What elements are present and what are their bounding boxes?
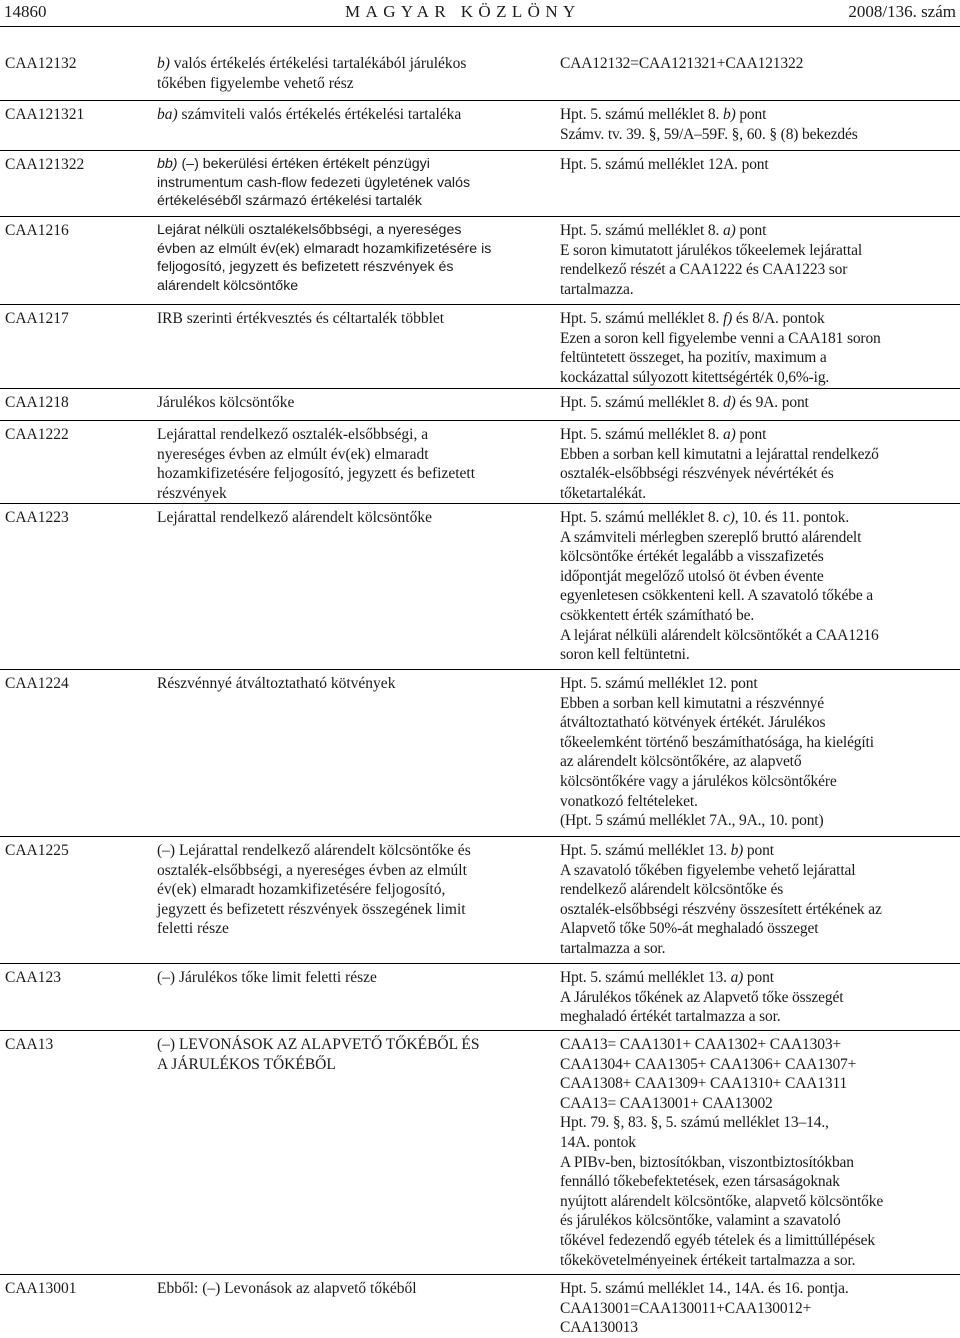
text-line	[560, 752, 956, 772]
table-row	[0, 420, 960, 502]
text-segment: E soron kimutatott járulékos tőkeelemek lejárattal	[560, 241, 862, 259]
text-segment: meghaladó értékét tartalmazza a sor.	[560, 1008, 781, 1026]
text-line	[560, 125, 956, 145]
text-segment: pont	[735, 106, 767, 123]
text-segment: fennálló tőkebefektetések, ezen társaságoknak	[560, 1173, 840, 1191]
text-segment: A számviteli mérlegben szereplő bruttó alárendelt	[560, 528, 862, 546]
text-line	[560, 484, 956, 504]
text-line	[560, 393, 956, 413]
text-segment: év(ek) elmaradt hozamkifizetésére feljogosító,	[157, 881, 446, 899]
text-segment: vonatkozó feltételeket.	[560, 792, 698, 810]
text-segment: és 8/A. pontok	[732, 310, 825, 327]
text-segment: átváltoztatható kötvények értékét. Járulékos	[560, 714, 826, 732]
text-line	[157, 1055, 549, 1075]
text-line	[560, 241, 956, 261]
text-segment: tőkével fedezendő egyéb tételek és a limittúllépések	[560, 1231, 875, 1249]
row-note	[560, 393, 956, 413]
row-code: CAA1218	[5, 394, 69, 411]
row-description	[157, 155, 549, 211]
text-segment: osztalék-elsőbbségi, a nyereséges évben az elmúlt	[157, 861, 467, 879]
text-line	[560, 645, 956, 665]
text-segment: A lejárat nélküli alárendelt kölcsöntőkét a CAA1216	[560, 626, 879, 644]
text-line	[560, 1172, 956, 1192]
text-line	[560, 1299, 956, 1319]
text-segment: rendelkező alárendelt kölcsöntőke és	[560, 881, 784, 899]
text-line	[560, 508, 956, 528]
italic-reference: f)	[722, 310, 733, 327]
text-line	[157, 900, 549, 920]
text-segment: (–) Lejárattal rendelkező alárendelt kölcsöntőke és	[157, 842, 471, 859]
text-segment: számviteli valós értékelés értékelési tartaléka	[181, 106, 462, 123]
text-segment: (–) bekerülési értéken értékelt pénzügyi	[177, 156, 430, 172]
text-line	[157, 674, 557, 694]
text-line	[560, 713, 956, 733]
row-note	[560, 1035, 956, 1270]
text-line	[560, 772, 956, 792]
text-segment: Hpt. 5. számú melléklet 14., 14A. és 16. pontja.	[560, 1280, 849, 1297]
row-description	[157, 309, 549, 329]
italic-reference: ba)	[157, 106, 182, 123]
italic-reference: a)	[730, 969, 744, 986]
text-line	[560, 968, 956, 988]
text-line	[157, 54, 549, 74]
text-segment: Hpt. 5. számú melléklet 8.	[560, 222, 723, 239]
text-segment: (–) Járulékos tőke limit feletti része	[157, 969, 377, 986]
text-line	[157, 880, 549, 900]
row-description	[157, 54, 549, 93]
row-code: CAA1216	[5, 222, 69, 239]
text-segment: és 9A. pont	[735, 394, 809, 411]
text-segment: pont	[743, 842, 774, 859]
text-line	[560, 586, 956, 606]
text-segment: Ebben a sorban kell kimutatni a részvénnyé	[560, 694, 824, 712]
text-segment: CAA13001=CAA130011+CAA130012+	[560, 1299, 812, 1317]
text-segment: Hpt. 79. §, 83. §, 5. számú melléklet 13–14.,	[560, 1114, 829, 1132]
text-line	[157, 258, 549, 277]
text-segment: osztalék-elsőbbségi részvény összesített értékének az	[560, 900, 882, 918]
page-header	[0, 0, 960, 24]
text-line	[157, 155, 549, 174]
text-segment: Lejárattal rendelkező osztalék-elsőbbségi, a	[157, 426, 429, 443]
text-line	[157, 174, 549, 193]
text-segment: soron kell feltüntetni.	[560, 646, 690, 664]
row-description	[157, 674, 557, 694]
table-row	[0, 503, 960, 664]
row-code: CAA1222	[5, 426, 69, 443]
text-line	[560, 674, 956, 694]
italic-reference: a)	[722, 426, 736, 443]
text-segment: egyenletesen csökkenteni kell. A szavatoló tőkébe a	[560, 587, 874, 605]
table-row	[0, 836, 960, 957]
text-line	[560, 880, 956, 900]
text-segment: hozamkifizetésére feljogosító, jegyzett és befizetett	[157, 465, 476, 483]
text-segment: nyújtott alárendelt kölcsöntőke, alapvető kölcsöntőke	[560, 1192, 884, 1210]
italic-reference: bb)	[157, 156, 178, 172]
text-line	[157, 1279, 549, 1299]
row-note	[560, 54, 956, 74]
row-code: CAA1224	[5, 675, 69, 692]
text-segment: , 10. és 11. pontok.	[734, 509, 850, 526]
italic-reference: d)	[722, 394, 736, 411]
text-segment: Hpt. 5. számú melléklet 8.	[560, 394, 723, 411]
text-line	[157, 919, 549, 939]
text-line	[560, 841, 956, 861]
text-line	[157, 74, 549, 94]
text-line	[560, 1153, 956, 1173]
text-segment: tőkekövetelményeinek értékeit tartalmazza a sor.	[560, 1251, 856, 1269]
text-line	[560, 280, 956, 300]
text-line	[560, 1318, 956, 1338]
text-line	[560, 1192, 956, 1212]
row-note	[560, 508, 956, 665]
text-segment: Hpt. 5. számú melléklet 12. pont	[560, 675, 758, 692]
text-line	[560, 1094, 956, 1114]
text-line	[560, 1055, 956, 1075]
text-segment: részvények	[157, 484, 227, 502]
text-segment: IRB szerinti értékvesztés és céltartalék többlet	[157, 310, 445, 327]
text-segment: pont	[743, 969, 774, 986]
text-segment: tőkében figyelembe vehető rész	[157, 74, 354, 92]
text-segment: feletti része	[157, 920, 229, 938]
text-line	[560, 1211, 956, 1231]
text-line	[560, 792, 956, 812]
text-line	[560, 567, 956, 587]
text-line	[157, 1035, 549, 1055]
text-segment: az alárendelt kölcsöntőkére, az alapvető	[560, 753, 802, 771]
text-segment: A PIBv-ben, biztosítókban, viszontbiztosítókban	[560, 1153, 854, 1171]
text-segment: CAA1308+ CAA1309+ CAA1310+ CAA1311	[560, 1075, 848, 1093]
text-line	[560, 939, 956, 959]
row-description	[157, 1035, 549, 1074]
text-line	[157, 393, 549, 413]
table-row	[0, 1030, 960, 1269]
row-description	[157, 841, 549, 939]
row-code: CAA121322	[5, 156, 85, 173]
text-line	[560, 919, 956, 939]
text-segment: tőkeelemként történő beszámíthatósága, ha kielégíti	[560, 733, 874, 751]
text-segment: CAA13= CAA1301+ CAA1302+ CAA1303+	[560, 1036, 842, 1053]
text-line	[157, 484, 549, 504]
text-segment: pont	[735, 426, 767, 443]
text-line	[560, 1279, 956, 1299]
text-segment: CAA13= CAA13001+ CAA13002	[560, 1094, 773, 1112]
row-note	[560, 425, 956, 503]
text-segment: Hpt. 5. számú melléklet 13.	[560, 842, 731, 859]
text-segment: kölcsöntőkére vagy a járulékos kölcsöntőkére	[560, 772, 837, 790]
text-line	[560, 425, 956, 445]
text-line	[560, 988, 956, 1008]
text-line	[560, 733, 956, 753]
text-line	[560, 1074, 956, 1094]
text-line	[157, 192, 549, 211]
text-line	[560, 626, 956, 646]
text-segment: Részvénnyé átváltoztatható kötvények	[157, 675, 396, 692]
text-line	[560, 329, 956, 349]
row-description	[157, 968, 549, 988]
text-segment: CAA12132=CAA121321+CAA121322	[560, 55, 804, 72]
text-line	[560, 54, 956, 74]
row-description	[157, 105, 549, 125]
text-line	[157, 240, 549, 259]
journal-title: MAGYAR KÖZLÖNY	[345, 2, 581, 21]
text-line	[560, 445, 956, 465]
text-segment: nyereséges évben az elmúlt év(ek) elmaradt	[157, 445, 429, 463]
text-line	[560, 1231, 956, 1251]
text-segment: A JÁRULÉKOS TŐKÉBŐL	[157, 1055, 336, 1073]
text-segment: pont	[735, 222, 767, 239]
text-line	[157, 277, 549, 296]
text-line	[157, 445, 549, 465]
text-segment: Alapvető tőke 50%-át meghaladó összeget	[560, 920, 819, 938]
text-segment: Hpt. 5. számú melléklet 8.	[560, 106, 723, 123]
text-line	[157, 425, 549, 445]
text-segment: (–) LEVONÁSOK AZ ALAPVETŐ TŐKÉBŐL ÉS	[157, 1036, 480, 1053]
row-code: CAA13	[5, 1036, 54, 1053]
text-line	[560, 1133, 956, 1153]
text-line	[560, 368, 956, 388]
italic-reference: a)	[722, 222, 736, 239]
text-segment: csökkentett érték számítható be.	[560, 606, 755, 624]
text-line	[157, 221, 549, 240]
row-code: CAA1217	[5, 310, 69, 327]
text-line	[560, 221, 956, 241]
text-line	[560, 694, 956, 714]
text-line	[560, 900, 956, 920]
row-note	[560, 674, 956, 831]
text-segment: kockázattal súlyozott kitettségérték 0,6%-ig.	[560, 368, 830, 386]
table-row	[0, 669, 960, 830]
text-line	[157, 508, 557, 528]
italic-reference: c)	[722, 509, 735, 526]
text-segment: CAA1304+ CAA1305+ CAA1306+ CAA1307+	[560, 1055, 857, 1073]
text-line	[560, 1251, 956, 1271]
row-note	[560, 968, 956, 1027]
text-line	[157, 861, 549, 881]
text-line	[560, 547, 956, 567]
text-segment: időpontját megelőző utolsó öt évben évente	[560, 567, 824, 585]
text-line	[157, 968, 549, 988]
text-line	[560, 260, 956, 280]
text-segment: alárendelt kölcsöntőke	[157, 277, 299, 294]
text-segment: Járulékos kölcsöntőke	[157, 394, 295, 411]
table-row	[0, 1274, 960, 1337]
text-segment: osztalék-elsőbbségi részvények névértékét és	[560, 465, 834, 483]
text-segment: tartalmazza.	[560, 280, 634, 298]
italic-reference: b)	[730, 842, 744, 859]
text-segment: értékeléséből származó értékelési tartalék	[157, 193, 422, 209]
table-row	[0, 388, 960, 411]
text-segment: Lejárat nélküli osztalékelsőbbségi, a nyereséges	[157, 222, 462, 238]
text-line	[560, 861, 956, 881]
row-description	[157, 393, 549, 413]
row-note	[560, 221, 956, 299]
text-segment: feljogosító, jegyzett és befizetett részvények és	[157, 259, 454, 275]
text-segment: instrumentum cash-flow fedezeti ügyletének valós	[157, 174, 471, 191]
header-rule	[0, 26, 960, 27]
row-note	[560, 155, 956, 175]
row-code: CAA123	[5, 969, 61, 986]
text-segment: rendelkező részét a CAA1222 és CAA1223 sor	[560, 261, 848, 279]
text-line	[560, 811, 956, 831]
row-description	[157, 425, 549, 503]
text-line	[560, 309, 956, 329]
text-line	[560, 528, 956, 548]
table-row	[0, 216, 960, 298]
italic-reference: b)	[157, 55, 174, 72]
text-segment: jegyzett és befizetett részvények összegének limit	[157, 900, 466, 918]
text-segment: Hpt. 5. számú melléklet 12A. pont	[560, 156, 769, 173]
text-segment: (Hpt. 5 számú melléklet 7A., 9A., 10. pont)	[560, 812, 824, 830]
text-segment: Számv. tv. 39. §, 59/A–59F. §, 60. § (8) bekezdés	[560, 125, 858, 143]
text-segment: feltüntetett összeget, ha pozitív, maximum a	[560, 349, 827, 367]
row-description	[157, 221, 549, 295]
text-segment: Hpt. 5. számú melléklet 8.	[560, 509, 723, 526]
text-line	[157, 105, 549, 125]
text-segment: Ezen a soron kell figyelembe venni a CAA181 soron	[560, 329, 881, 347]
text-segment: A szavatoló tőkében figyelembe vehető lejárattal	[560, 861, 856, 879]
text-segment: Lejárattal rendelkező alárendelt kölcsöntőke	[157, 509, 432, 526]
table-row	[0, 963, 960, 1026]
text-segment: évben az elmúlt év(ek) elmaradt hozamkifizetésére is	[157, 240, 492, 257]
text-line	[560, 464, 956, 484]
text-segment: CAA130013	[560, 1319, 638, 1337]
text-line	[560, 1035, 956, 1055]
text-line	[560, 155, 956, 175]
row-code: CAA121321	[5, 106, 85, 123]
text-segment: Ebben a sorban kell kimutatni a lejárattal rendelkező	[560, 445, 879, 463]
text-segment: tőketartalékát.	[560, 484, 646, 502]
row-description	[157, 508, 557, 528]
row-note	[560, 105, 956, 144]
italic-reference: b)	[722, 106, 736, 123]
text-segment: 14A. pontok	[560, 1133, 636, 1151]
text-line	[560, 1113, 956, 1133]
text-segment: A Járulékos tőkének az Alapvető tőke összegét	[560, 988, 844, 1006]
row-code: CAA13001	[5, 1280, 77, 1297]
text-segment: valós értékelés értékelési tartalékából járulékos	[173, 55, 467, 72]
text-segment: Ebből: (–) Levonások az alapvető tőkéből	[157, 1280, 417, 1297]
row-code: CAA12132	[5, 55, 77, 72]
text-segment: tartalmazza a sor.	[560, 939, 666, 957]
text-line	[157, 309, 549, 329]
row-note	[560, 309, 956, 387]
text-line	[560, 1007, 956, 1027]
text-line	[560, 606, 956, 626]
text-segment: Hpt. 5. számú melléklet 13.	[560, 969, 731, 986]
text-segment: és járulékos kölcsöntőke, valamint a szavatoló	[560, 1212, 841, 1230]
text-line	[157, 841, 549, 861]
text-line	[157, 464, 549, 484]
row-note	[560, 841, 956, 959]
row-code: CAA1223	[5, 509, 69, 526]
table-row	[0, 100, 960, 143]
text-segment: kölcsöntőke értékét legalább a visszafizetés	[560, 548, 824, 566]
issue-number: 2008/136. szám	[848, 2, 956, 21]
text-segment: Hpt. 5. számú melléklet 8.	[560, 426, 723, 443]
text-line	[560, 348, 956, 368]
row-description	[157, 1279, 549, 1299]
table-row	[0, 304, 960, 386]
text-segment: Hpt. 5. számú melléklet 8.	[560, 310, 723, 327]
table-row	[0, 150, 960, 209]
page-number: 14860	[4, 2, 47, 21]
row-note	[560, 1279, 956, 1338]
text-line	[560, 105, 956, 125]
row-code: CAA1225	[5, 842, 69, 859]
